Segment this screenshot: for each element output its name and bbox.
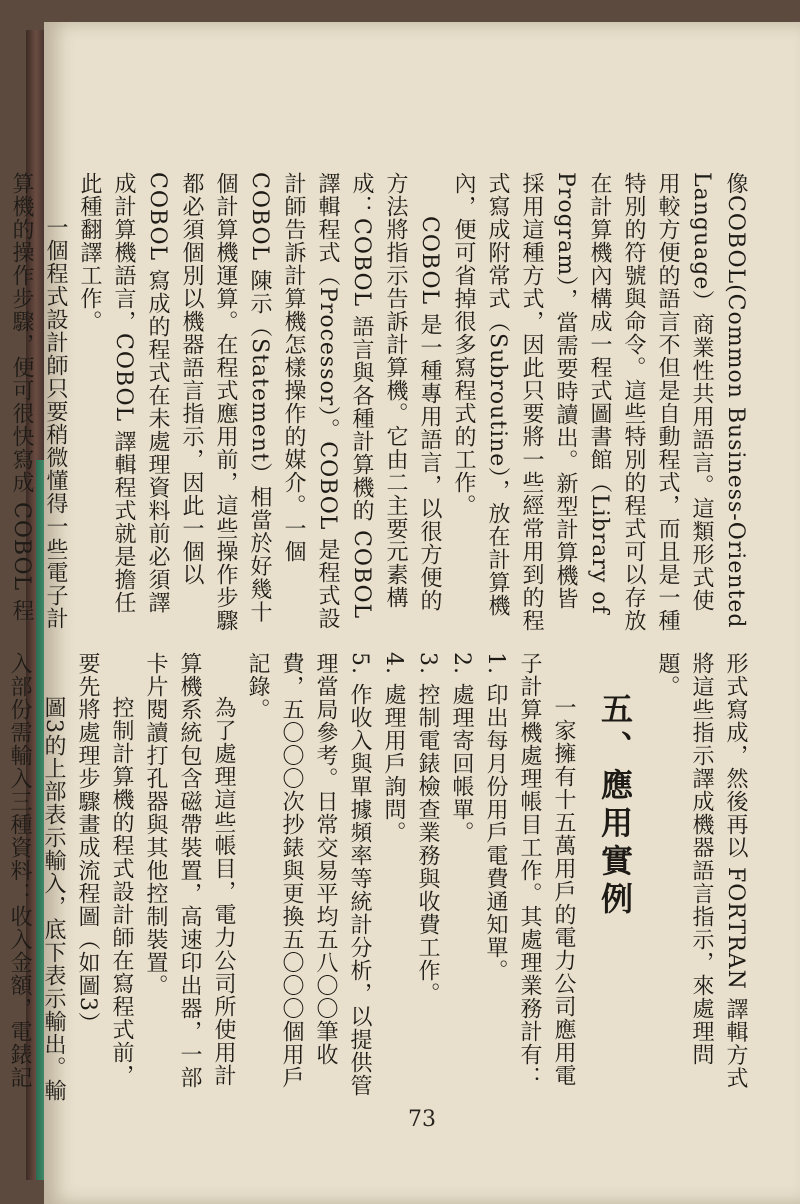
list-item: 5. 作收入與單據頻率等統計分析，以提供管理當局參考。日常交易平均五八〇〇筆收費，五〇〇〇次抄錶與更換五〇〇〇個用戶記錄。 [245, 652, 372, 1097]
top-text-column [9, 172, 752, 632]
paragraph-cobol-usage: 一個程式設計師只要稍微懂得一些電子計算機的操作步驟，便可很快寫成 COBOL 程 [9, 172, 68, 630]
bottom-text-column [7, 652, 752, 1102]
paragraph-cobol-intro: 像COBOL(Common Business-Oriented Language）商業性共用語言。這類形式使用較方便的語言不但是自動程式，而且是一種特別的符號與命令。這些特別的程式可以存放在計算機內構成一程式圖書館（Library of Program），當需要時讀出。新型計算機皆採用這種方式，因此只要將一些經常用到的程式寫成附常式（Subroutine），放在計算機內，便可省掉很多寫程式的工作。 [451, 172, 748, 632]
paragraph-fortran-continuation: 形式寫成，然後再以 FORTRAN 譯輯方式將這些指示譯成機器語言指示，來處理問題。 [655, 652, 748, 1090]
list-item: 1. 印出每月份用戶電費通知單。 [483, 652, 508, 982]
page-number: 73 [408, 1107, 436, 1132]
paragraph-cobol-definition: COBOL 是一種專用語言，以很方便的方法將指示告訴計算機。它由二主要元素構成：COBOL 語言與各種計算機的 COBOL 譯輯程式（Processor）。COBOL 是程式設計師告訴計算機怎樣操作的媒介。一個 COBOL 陳示（Statement）相當於好幾十個計算機運算。在程式應用前，這些操作步驟都必須個別以機器語言指示，因此一個以 COBOL 寫成的程式在未處理資料前必須譯成計算機語言，COBOL 譯輯程式就是擔任此種翻譯工作。 [77, 172, 442, 632]
list-item: 4. 處理用戶詢問。 [381, 652, 406, 844]
list-item: 2. 處理寄回帳單。 [449, 652, 474, 844]
book-page [7, 22, 800, 1204]
paragraph-figure-explanation: 圖3的上部表示輸入，底下表示輸出。輸入部份需輸入三種資料：收入金額，電錶記 [7, 652, 66, 1102]
list-item: 3. 控制電錶檢查業務與收費工作。 [415, 652, 440, 1005]
paragraph-system-setup: 為了處理這些帳目，電力公司所使用計算機系統包含磁帶裝置，高速印出器，一部卡片閱讀打孔器與其他控制裝置。 [143, 652, 236, 1089]
paragraph-flowchart: 控制計算機的程式設計師在寫程式前，要先將處理步驟畫成流程圖（如圖3） [75, 652, 134, 1087]
paragraph-application-intro: 一家擁有十五萬用戶的電力公司應用電子計算機處理帳目工作。其處理業務計有： [517, 652, 576, 1089]
section-heading: 五、應用實例 [596, 692, 634, 920]
